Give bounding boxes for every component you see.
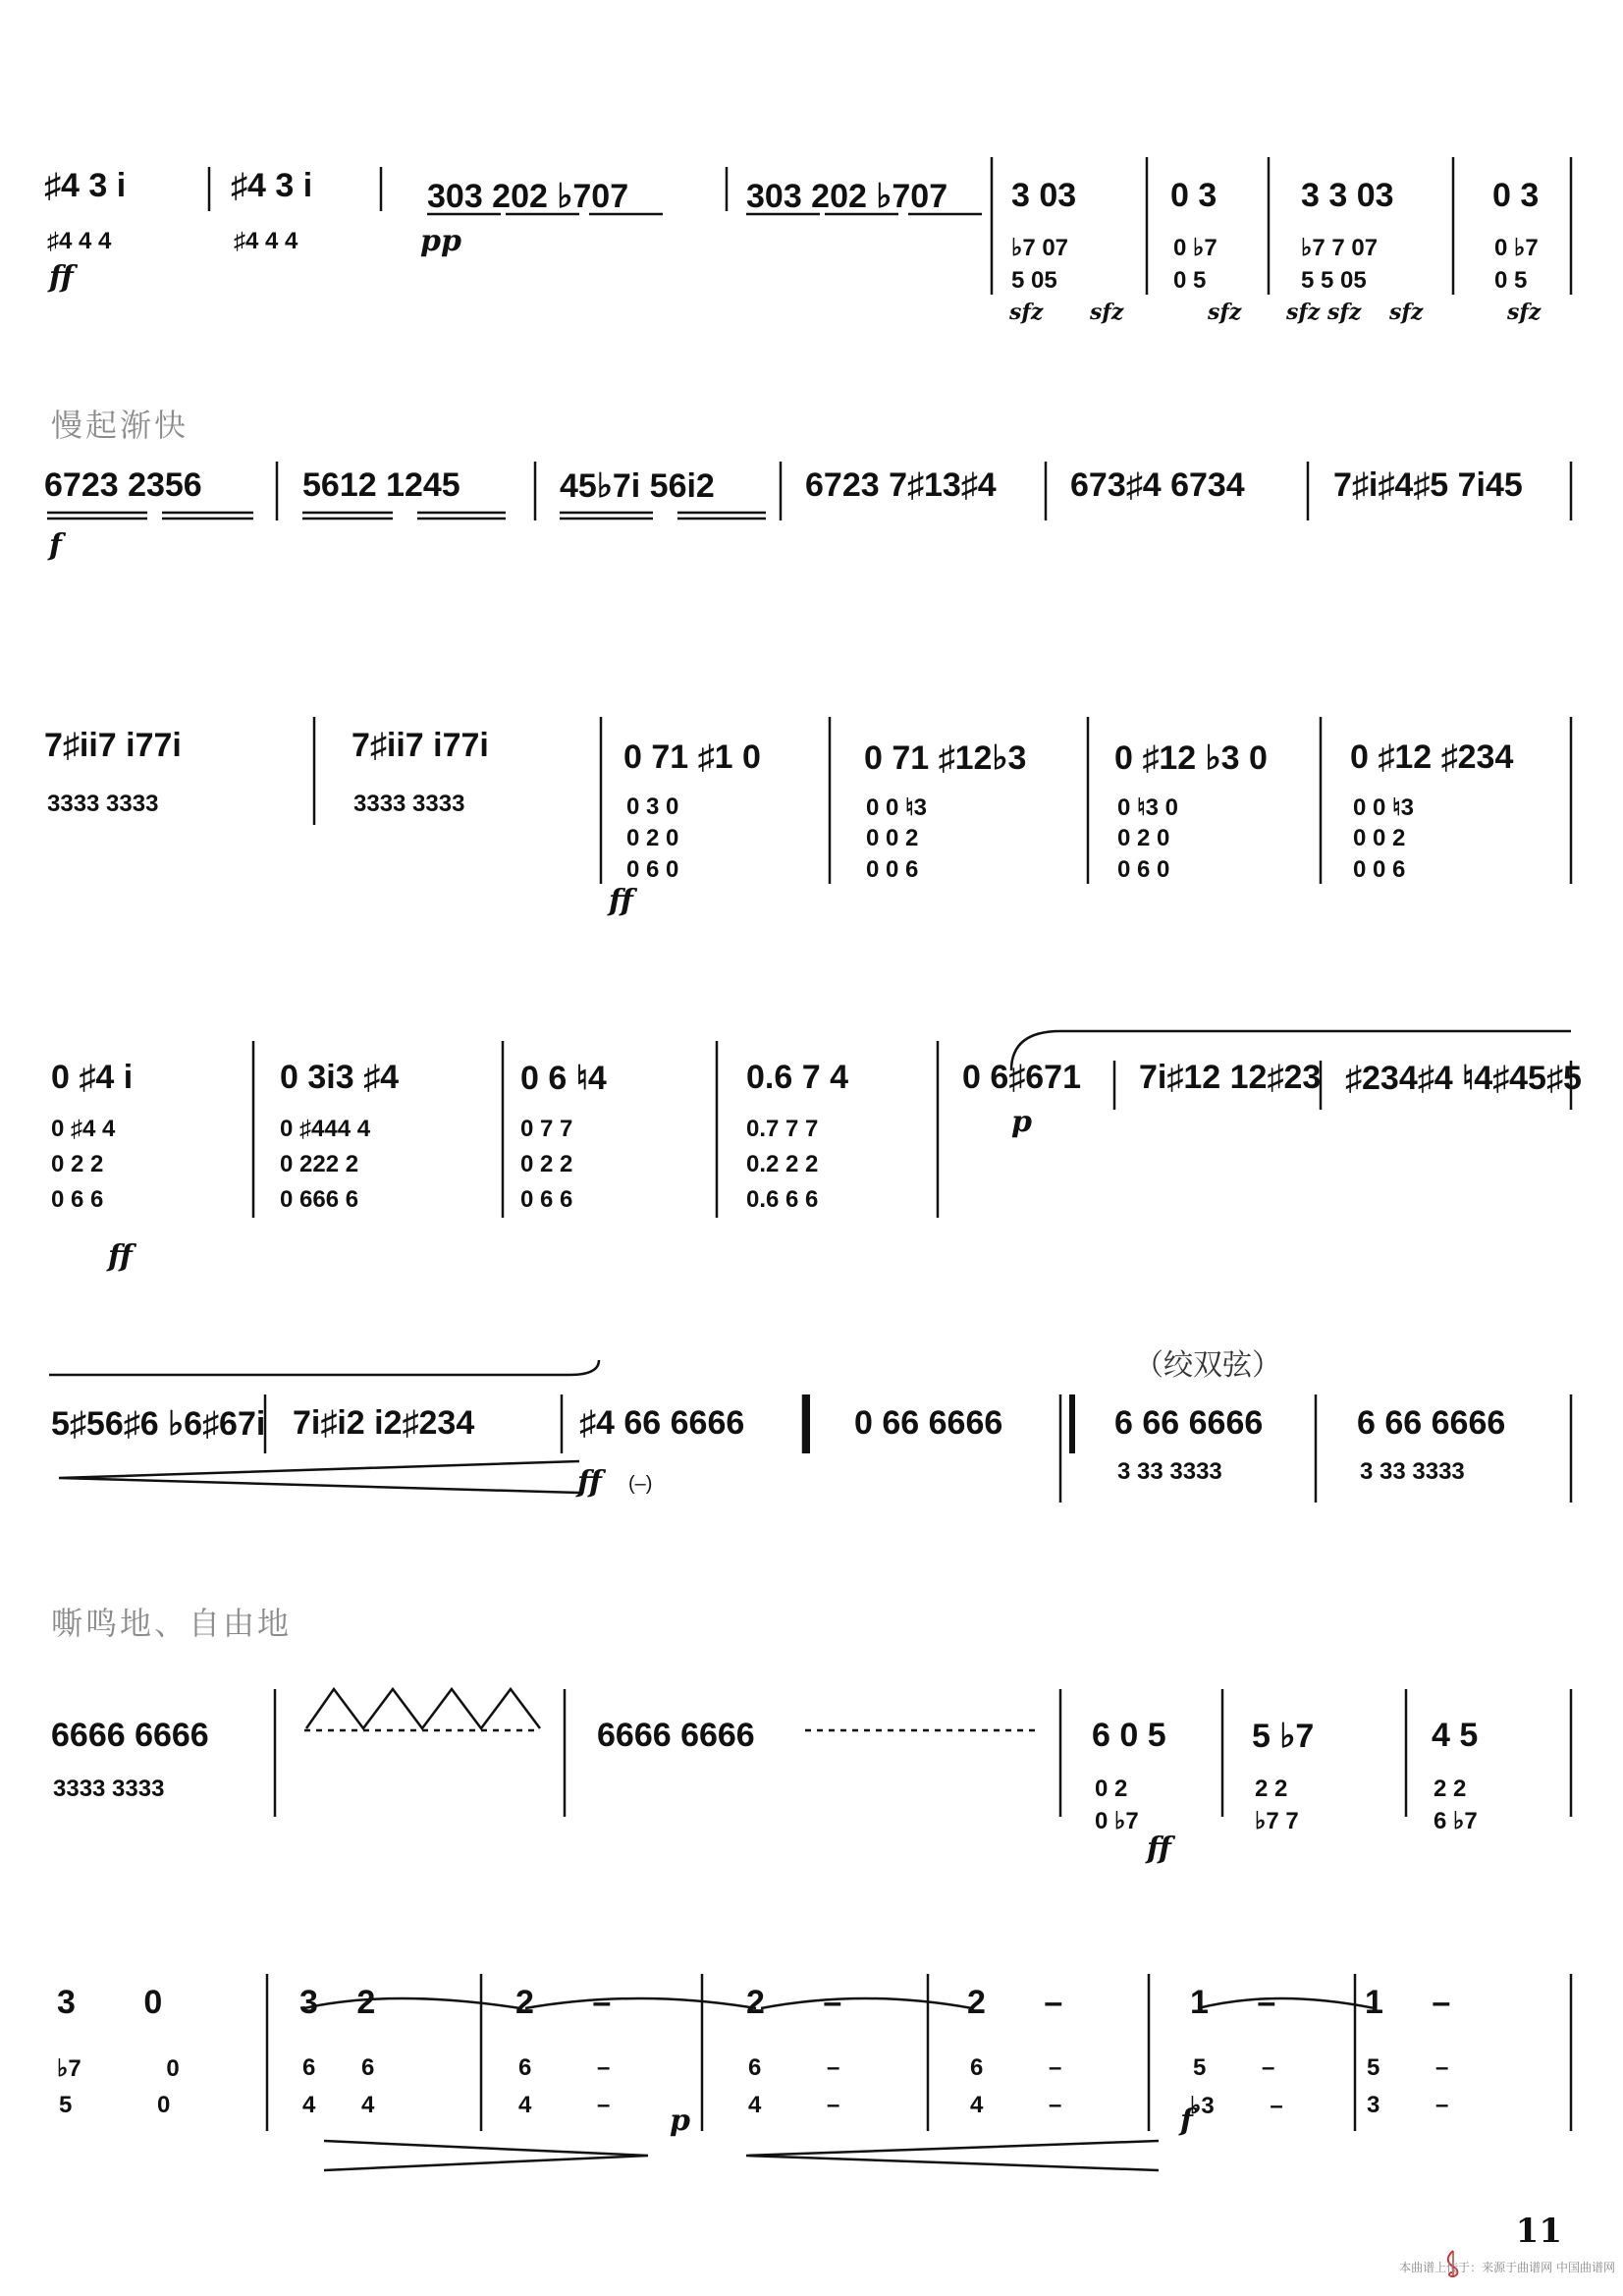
measure-21-top: 0 ♯4 i (51, 1059, 134, 1096)
measure-19-mid: 0 ♮3 0 (1117, 794, 1178, 821)
dynamic-f: f (49, 528, 62, 563)
measure-6-top: 0 3 (1170, 177, 1217, 214)
measure-5-low: 5 05 (1011, 267, 1057, 294)
measure-22-r4: 0 666 6 (280, 1186, 359, 1213)
measure-3-top: 303 202 ♭707 (427, 178, 629, 215)
measure-2-top: ♯4 3 i (231, 167, 313, 204)
section-label-slow-accelerate: 慢起渐快 (51, 407, 189, 444)
measure-22-r3: 0 222 2 (280, 1151, 359, 1177)
measure-26-top: 7i♯12 12♯23 (1139, 1059, 1322, 1096)
measure-39-top: 3 0 (57, 1984, 163, 2021)
dynamic-sfz-5: sfz (1327, 300, 1362, 325)
measure-20-low: 0 0 6 (1353, 856, 1406, 883)
dynamic-sfz-3: sfz (1208, 300, 1242, 325)
dynamic-pp: pp (420, 224, 461, 258)
measure-20-mid: 0 0 ♮3 (1353, 794, 1414, 821)
measure-24-r3: 0.2 2 2 (746, 1151, 819, 1177)
measure-7-mid: ♭7 7 07 (1301, 235, 1379, 261)
measure-37-mid: 2 2 (1255, 1776, 1288, 1802)
measure-24-r2: 0.7 7 7 (746, 1116, 819, 1142)
measure-33-top: 6 66 6666 (1357, 1404, 1506, 1442)
measure-16-low: 3333 3333 (353, 791, 465, 817)
measure-22-r2: 0 ♯444 4 (280, 1116, 371, 1142)
measure-40-low: 4 4 (302, 2092, 375, 2118)
measure-31: 0 66 6666 (854, 1404, 1003, 1442)
measure-21-r4: 0 6 6 (51, 1186, 104, 1213)
dynamic-sfz-2: sfz (1090, 300, 1124, 325)
measure-43-low: 4 – (970, 2092, 1062, 2118)
measure-19-low: 0 6 0 (1117, 856, 1170, 883)
measure-6-mid: 0 ♭7 (1173, 235, 1217, 261)
measure-44-top: 1 – (1190, 1984, 1276, 2021)
watermark: 本曲谱上传于：来源于曲谱网 中国曲谱网 (1399, 2261, 1615, 2274)
measure-8-mid: 0 ♭7 (1494, 235, 1539, 261)
measure-45-top: 1 – (1365, 1984, 1451, 2021)
page-number: 11 (1515, 2212, 1562, 2251)
measure-23-r2: 0 7 7 (520, 1116, 573, 1142)
measure-1-low: ♯4 4 4 (47, 228, 112, 254)
measure-13: 673♯4 6734 (1070, 466, 1245, 504)
measure-17-top: 0 71 ♯1 0 (623, 738, 761, 776)
measure-37-low: ♭7 7 (1255, 1808, 1299, 1834)
measure-34-top: 6666 6666 (51, 1717, 209, 1754)
measure-7-low: 5 5 05 (1301, 267, 1367, 294)
measure-19-mid2: 0 2 0 (1117, 825, 1170, 851)
measure-23-r3: 0 2 2 (520, 1151, 573, 1177)
measure-43-mid: 6 – (970, 2054, 1062, 2081)
dynamic-f-2: f (1180, 2104, 1193, 2138)
measure-42-mid: 6 – (748, 2054, 840, 2081)
measure-18-mid: 0 0 ♮3 (866, 794, 927, 821)
measure-38-mid: 2 2 (1434, 1776, 1467, 1802)
measure-28: 5♯56♯6 ♭6♯67i (51, 1405, 266, 1443)
measure-21-r3: 0 2 2 (51, 1151, 104, 1177)
measure-2-low: ♯4 4 4 (234, 228, 298, 254)
dynamic-p-2: p (670, 2104, 690, 2138)
measure-35-top: 6666 6666 (597, 1717, 755, 1754)
measure-17-low: 0 6 0 (626, 856, 679, 883)
measure-38-top: 4 5 (1432, 1717, 1479, 1754)
measure-1-top: ♯4 3 i (44, 167, 127, 204)
measure-39-mid: ♭7 0 (57, 2055, 180, 2082)
measure-45-mid: 5 – (1367, 2054, 1449, 2081)
measure-12: 6723 7♯13♯4 (805, 466, 997, 504)
measure-36-low: 0 ♭7 (1095, 1808, 1139, 1834)
measure-15-top: 7♯ii7 i77i (44, 727, 182, 764)
dynamic-ff-3: ff (108, 1239, 133, 1274)
dynamic-note: (–) (628, 1473, 653, 1495)
measure-21-r2: 0 ♯4 4 (51, 1116, 116, 1142)
measure-40-mid: 6 6 (302, 2054, 375, 2081)
measure-33-low: 3 33 3333 (1360, 1458, 1465, 1485)
measure-18-mid2: 0 0 2 (866, 825, 919, 851)
measure-32-top: 6 66 6666 (1114, 1404, 1264, 1442)
measure-30: ♯4 66 6666 (579, 1404, 745, 1442)
measure-45-low: 3 – (1367, 2092, 1449, 2118)
measure-5-mid: ♭7 07 (1011, 235, 1069, 261)
measure-24-top: 0.6 7 4 (746, 1059, 848, 1096)
measure-32-low: 3 33 3333 (1117, 1458, 1222, 1485)
section-label-neighing: 嘶鸣地、自由地 (51, 1605, 293, 1642)
measure-41-top: 2 – (515, 1984, 612, 2021)
dynamic-ff-2: ff (609, 884, 633, 918)
measure-24-r4: 0.6 6 6 (746, 1186, 819, 1213)
dynamic-sfz-6: sfz (1389, 300, 1424, 325)
measure-16-top: 7♯ii7 i77i (352, 727, 489, 764)
dynamic-sfz-7: sfz (1507, 300, 1542, 325)
measure-41-mid: 6 – (518, 2054, 611, 2081)
measure-7-top: 3 3 03 (1301, 177, 1394, 214)
measure-41-low: 4 – (518, 2092, 611, 2118)
measure-4-top: 303 202 ♭707 (746, 178, 948, 215)
measure-14: 7♯i♯4♯5 7i45 (1333, 466, 1523, 504)
dynamic-sfz-4: sfz (1286, 300, 1321, 325)
measure-22-top: 0 3i3 ♯4 (280, 1059, 399, 1096)
measure-36-mid: 0 2 (1095, 1776, 1128, 1802)
annotation-double-string: （绞双弦） (1134, 1349, 1281, 1382)
measure-42-top: 2 – (746, 1984, 842, 2021)
measure-17-mid: 0 3 0 (626, 793, 679, 820)
measure-20-top: 0 ♯12 ♯234 (1350, 738, 1514, 776)
measure-18-low: 0 0 6 (866, 856, 919, 883)
measure-5-top: 3 03 (1011, 177, 1077, 214)
dynamic-ff-4: ff (577, 1465, 602, 1500)
measure-19-top: 0 ♯12 ♭3 0 (1114, 739, 1268, 777)
measure-11: 45♭7i 56i2 (560, 467, 715, 505)
measure-23-r4: 0 6 6 (520, 1186, 573, 1213)
measure-37-top: 5 ♭7 (1252, 1718, 1315, 1755)
measure-27-top: ♯234♯4 ♮4♯45♯5 (1345, 1060, 1582, 1097)
measure-36-top: 6 0 5 (1092, 1717, 1166, 1754)
measure-25-top: 0 6♯671 (962, 1059, 1081, 1096)
measure-29: 7i♯i2 i2♯234 (293, 1404, 475, 1442)
dynamic-ff: ff (49, 260, 74, 295)
measure-18-top: 0 71 ♯12♭3 (864, 739, 1027, 777)
measure-8-low: 0 5 (1494, 267, 1528, 294)
measure-8-top: 0 3 (1492, 177, 1540, 214)
measure-10: 5612 1245 (302, 466, 460, 504)
measure-17-mid2: 0 2 0 (626, 825, 679, 851)
measure-38-low: 6 ♭7 (1434, 1808, 1478, 1834)
measure-20-mid2: 0 0 2 (1353, 825, 1406, 851)
measure-44-mid: 5 – (1193, 2054, 1275, 2081)
measure-44-low: ♭3 – (1190, 2093, 1283, 2119)
measure-40-top: 3 2 (299, 1984, 376, 2021)
measure-42-low: 4 – (748, 2092, 840, 2118)
measure-43-top: 2 – (967, 1984, 1063, 2021)
dynamic-p: p (1011, 1105, 1032, 1139)
measure-34-low: 3333 3333 (53, 1776, 165, 1802)
dynamic-ff-5: ff (1147, 1831, 1171, 1866)
measure-23-top: 0 6 ♮4 (520, 1060, 607, 1097)
measure-9: 6723 2356 (44, 466, 202, 504)
measure-6-low: 0 5 (1173, 267, 1207, 294)
measure-15-low: 3333 3333 (47, 791, 159, 817)
dynamic-sfz-1: sfz (1009, 300, 1044, 325)
measure-39-low: 5 0 (59, 2092, 171, 2118)
